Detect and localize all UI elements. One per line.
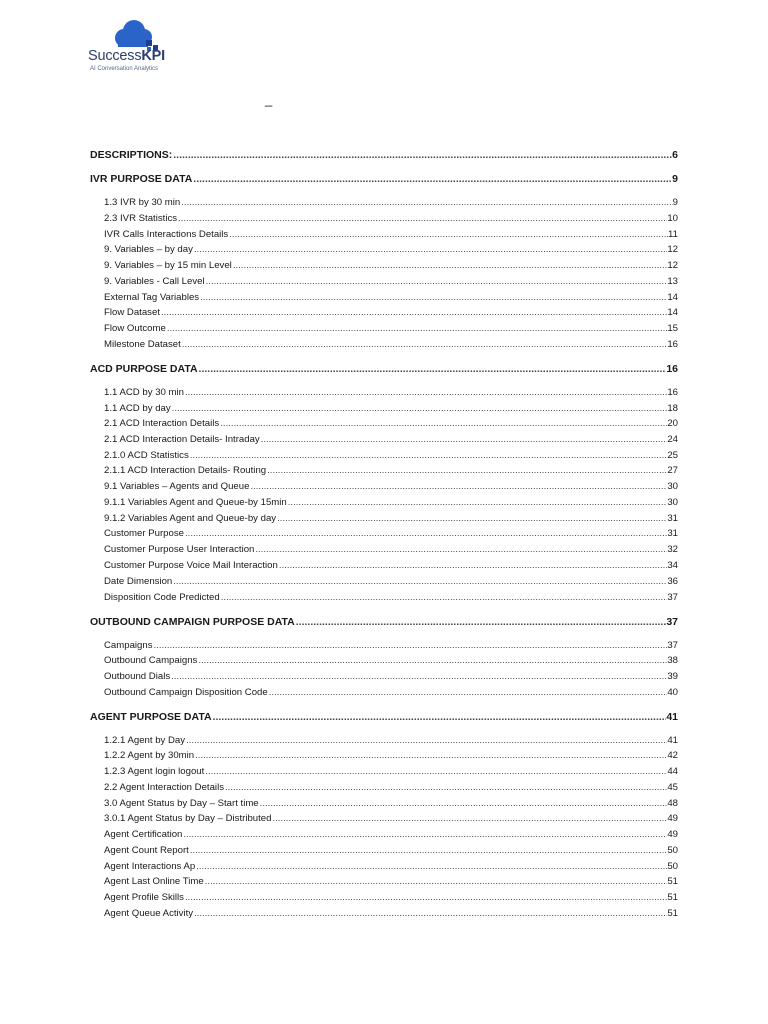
toc-entry[interactable] (90, 196, 678, 209)
dot-leader (166, 322, 667, 335)
toc-entry[interactable] (90, 891, 678, 904)
dot-leader (189, 449, 668, 462)
toc-entry[interactable] (90, 591, 678, 604)
toc-entry[interactable] (90, 306, 678, 319)
toc-entry-label: 2.1 ACD Interaction Details- Intraday (104, 434, 260, 445)
toc-entry-label: Outbound Campaign Disposition Code (104, 687, 268, 698)
toc-entry-label: 1.2.1 Agent by Day (104, 735, 186, 746)
toc-page-number: 41 (667, 735, 678, 746)
toc-entry-label: Outbound Dials (104, 671, 171, 682)
toc-page-number: 44 (667, 766, 678, 777)
toc-entry-label: Agent Certification (104, 829, 183, 840)
toc-entry[interactable] (90, 212, 678, 225)
toc-page-number: 49 (667, 829, 678, 840)
toc-entry-label: Customer Purpose User Interaction (104, 544, 255, 555)
dot-leader (153, 639, 668, 652)
toc-page-number: 14 (667, 307, 678, 318)
toc-entry-label: 2.2 Agent Interaction Details (104, 782, 224, 793)
toc-page-number: 51 (667, 908, 678, 919)
dot-leader (219, 417, 667, 430)
dot-leader (182, 828, 667, 841)
toc-entry-label: Agent Interactions Ap (104, 861, 196, 872)
toc-entry-label: ACD PURPOSE DATA (90, 363, 198, 375)
toc-entry-label: Milestone Dataset (104, 339, 181, 350)
toc-section-entry[interactable] (90, 148, 678, 162)
dot-leader (172, 575, 667, 588)
dot-leader (189, 844, 668, 857)
toc-page-number: 16 (667, 339, 678, 350)
toc-page-number: 51 (667, 892, 678, 903)
toc-entry[interactable] (90, 654, 678, 667)
toc-section-entry[interactable] (90, 172, 678, 186)
toc-page-number: 24 (667, 434, 678, 445)
dot-leader (287, 496, 668, 509)
toc-entry-label: 2.1.0 ACD Statistics (104, 450, 189, 461)
dot-leader (212, 710, 667, 724)
dot-leader (266, 464, 667, 477)
toc-entry-label: 9.1 Variables – Agents and Queue (104, 481, 250, 492)
toc-entry[interactable] (90, 844, 678, 857)
title-placeholder: _ (265, 92, 273, 107)
toc-page-number: 41 (666, 711, 678, 723)
toc-entry-label: Campaigns (104, 640, 153, 651)
toc-entry[interactable] (90, 828, 678, 841)
toc-page-number: 30 (667, 481, 678, 492)
toc-entry-label: 2.1.1 ACD Interaction Details- Routing (104, 465, 267, 476)
toc-entry-label: IVR Calls Interactions Details (104, 229, 229, 240)
toc-page-number: 32 (667, 544, 678, 555)
toc-entry-label: Flow Dataset (104, 307, 160, 318)
toc-entry[interactable] (90, 559, 678, 572)
dot-leader (185, 734, 667, 747)
toc-page-number: 30 (667, 497, 678, 508)
toc-page-number: 25 (667, 450, 678, 461)
toc-entry-label: Agent Last Online Time (104, 876, 204, 887)
toc-entry[interactable] (90, 575, 678, 588)
toc-entry-label: 1.3 IVR by 30 min (104, 197, 181, 208)
dot-leader (260, 433, 668, 446)
toc-entry-label: Flow Outcome (104, 323, 166, 334)
toc-page-number: 13 (667, 276, 678, 287)
toc-page-number: 37 (667, 640, 678, 651)
toc-entry-label: Agent Count Report (104, 845, 189, 856)
dot-leader (193, 243, 667, 256)
toc-entry-label: 9.1.1 Variables Agent and Queue-by 15min (104, 497, 287, 508)
toc-entry-label: 2.3 IVR Statistics (104, 213, 178, 224)
toc-entry[interactable] (90, 322, 678, 335)
toc-entry[interactable] (90, 860, 678, 873)
toc-entry[interactable] (90, 527, 678, 540)
toc-entry-label: 3.0 Agent Status by Day – Start time (104, 798, 259, 809)
toc-page-number: 31 (667, 513, 678, 524)
dot-leader (172, 148, 672, 162)
toc-entry-label: 3.0.1 Agent Status by Day – Distributed (104, 813, 272, 824)
dot-leader (220, 591, 668, 604)
toc-page-number: 31 (667, 528, 678, 539)
toc-entry-label: 9.1.2 Variables Agent and Queue-by day (104, 513, 277, 524)
dot-leader (199, 291, 667, 304)
toc-entry-label: IVR PURPOSE DATA (90, 173, 193, 185)
toc-entry[interactable] (90, 734, 678, 747)
toc-page-number: 39 (667, 671, 678, 682)
toc-entry[interactable] (90, 749, 678, 762)
toc-page-number: 42 (667, 750, 678, 761)
toc-entry[interactable] (90, 417, 678, 430)
company-logo (88, 20, 188, 78)
dot-leader (204, 765, 667, 778)
toc-entry-label: 9. Variables – by day (104, 244, 193, 255)
dot-leader (198, 362, 667, 376)
toc-entry[interactable] (90, 243, 678, 256)
toc-entry[interactable] (90, 797, 678, 810)
toc-page-number: 20 (667, 418, 678, 429)
dot-leader (278, 559, 667, 572)
toc-entry-label: AGENT PURPOSE DATA (90, 711, 212, 723)
dot-leader (268, 686, 668, 699)
toc-entry[interactable] (90, 386, 678, 399)
toc-page-number: 45 (667, 782, 678, 793)
dot-leader (254, 543, 667, 556)
dot-leader (195, 860, 667, 873)
logo-tagline: AI Conversation Analytics (90, 66, 159, 72)
toc-page-number: 37 (666, 616, 678, 628)
dot-leader (295, 615, 667, 629)
toc-entry[interactable] (90, 449, 678, 462)
toc-entry[interactable] (90, 228, 678, 241)
dot-leader (184, 891, 667, 904)
toc-entry-label: 2.1 ACD Interaction Details (104, 418, 220, 429)
dot-leader (193, 907, 667, 920)
dot-leader (194, 749, 667, 762)
toc-entry[interactable] (90, 812, 678, 825)
toc-page-number: 50 (667, 845, 678, 856)
toc-page-number: 6 (672, 149, 678, 161)
toc-page-number: 9 (672, 173, 678, 185)
dot-leader (160, 306, 667, 319)
toc-page-number: 38 (667, 655, 678, 666)
toc-entry[interactable] (90, 275, 678, 288)
toc-entry[interactable] (90, 639, 678, 652)
toc-entry-label: 9. Variables – by 15 min Level (104, 260, 232, 271)
dot-leader (204, 875, 668, 888)
toc-entry[interactable] (90, 781, 678, 794)
toc-page-number: 51 (667, 876, 678, 887)
dot-leader (171, 402, 668, 415)
toc-page-number: 9 (672, 197, 678, 208)
toc-page-number: 34 (667, 560, 678, 571)
toc-entry-label: Customer Purpose Voice Mail Interaction (104, 560, 278, 571)
toc-section-entry[interactable] (90, 615, 678, 629)
toc-page-number: 16 (667, 387, 678, 398)
toc-page-number: 12 (667, 244, 678, 255)
toc-entry-label: OUTBOUND CAMPAIGN PURPOSE DATA (90, 616, 295, 628)
toc-entry-label: Outbound Campaigns (104, 655, 198, 666)
toc-page-number: 10 (667, 213, 678, 224)
dot-leader (181, 338, 668, 351)
dot-leader (180, 196, 672, 209)
toc-page-number: 15 (667, 323, 678, 334)
toc-section-entry[interactable] (90, 710, 678, 724)
toc-section-entry[interactable] (90, 362, 678, 376)
toc-entry-label: External Tag Variables (104, 292, 200, 303)
toc-entry-label: Disposition Code Predicted (104, 592, 220, 603)
toc-entry[interactable] (90, 670, 678, 683)
toc-entry[interactable] (90, 464, 678, 477)
toc-page-number: 48 (667, 798, 678, 809)
toc-page-number: 16 (666, 363, 678, 375)
dot-leader (197, 654, 667, 667)
dot-leader (271, 812, 667, 825)
toc-entry-label: Customer Purpose (104, 528, 184, 539)
toc-entry[interactable] (90, 512, 678, 525)
toc-entry[interactable] (90, 907, 678, 920)
logo-wordmark: SuccessKPI (88, 48, 165, 64)
toc-entry-label: 9. Variables - Call Level (104, 276, 205, 287)
toc-entry-label: Agent Profile Skills (104, 892, 184, 903)
toc-entry-label: 1.2.3 Agent login logout (104, 766, 205, 777)
toc-entry[interactable] (90, 875, 678, 888)
toc-page-number: 18 (667, 403, 678, 414)
toc-entry[interactable] (90, 259, 678, 272)
dot-leader (177, 212, 667, 225)
dot-leader (228, 228, 668, 241)
toc-entry[interactable] (90, 402, 678, 415)
toc-entry-label: Date Dimension (104, 576, 173, 587)
dot-leader (170, 670, 667, 683)
dot-leader (184, 386, 667, 399)
dot-leader (184, 527, 667, 540)
toc-entry[interactable] (90, 543, 678, 556)
toc-entry-label: Agent Queue Activity (104, 908, 194, 919)
toc-entry[interactable] (90, 433, 678, 446)
toc-entry-label: 1.2.2 Agent by 30min (104, 750, 195, 761)
dot-leader (224, 781, 667, 794)
toc-page-number: 27 (667, 465, 678, 476)
toc-page-number: 49 (667, 813, 678, 824)
dot-leader (276, 512, 667, 525)
toc-entry[interactable] (90, 765, 678, 778)
toc-page-number: 11 (668, 229, 678, 240)
toc-entry-label: DESCRIPTIONS: (90, 149, 173, 161)
toc-entry-label: 1.1 ACD by day (104, 403, 171, 414)
toc-entry-label: 1.1 ACD by 30 min (104, 387, 184, 398)
toc-entry[interactable] (90, 338, 678, 351)
toc-entry[interactable] (90, 496, 678, 509)
toc-entry[interactable] (90, 686, 678, 699)
dot-leader (192, 172, 672, 186)
dot-leader (205, 275, 668, 288)
toc-page-number: 14 (667, 292, 678, 303)
dot-leader (249, 480, 667, 493)
toc-entry[interactable] (90, 291, 678, 304)
dot-leader (259, 797, 668, 810)
toc-page-number: 37 (667, 592, 678, 603)
toc-entry[interactable] (90, 480, 678, 493)
toc-page-number: 36 (667, 576, 678, 587)
toc-page-number: 12 (667, 260, 678, 271)
toc-page-number: 50 (667, 861, 678, 872)
toc-page-number: 40 (667, 687, 678, 698)
dot-leader (232, 259, 668, 272)
